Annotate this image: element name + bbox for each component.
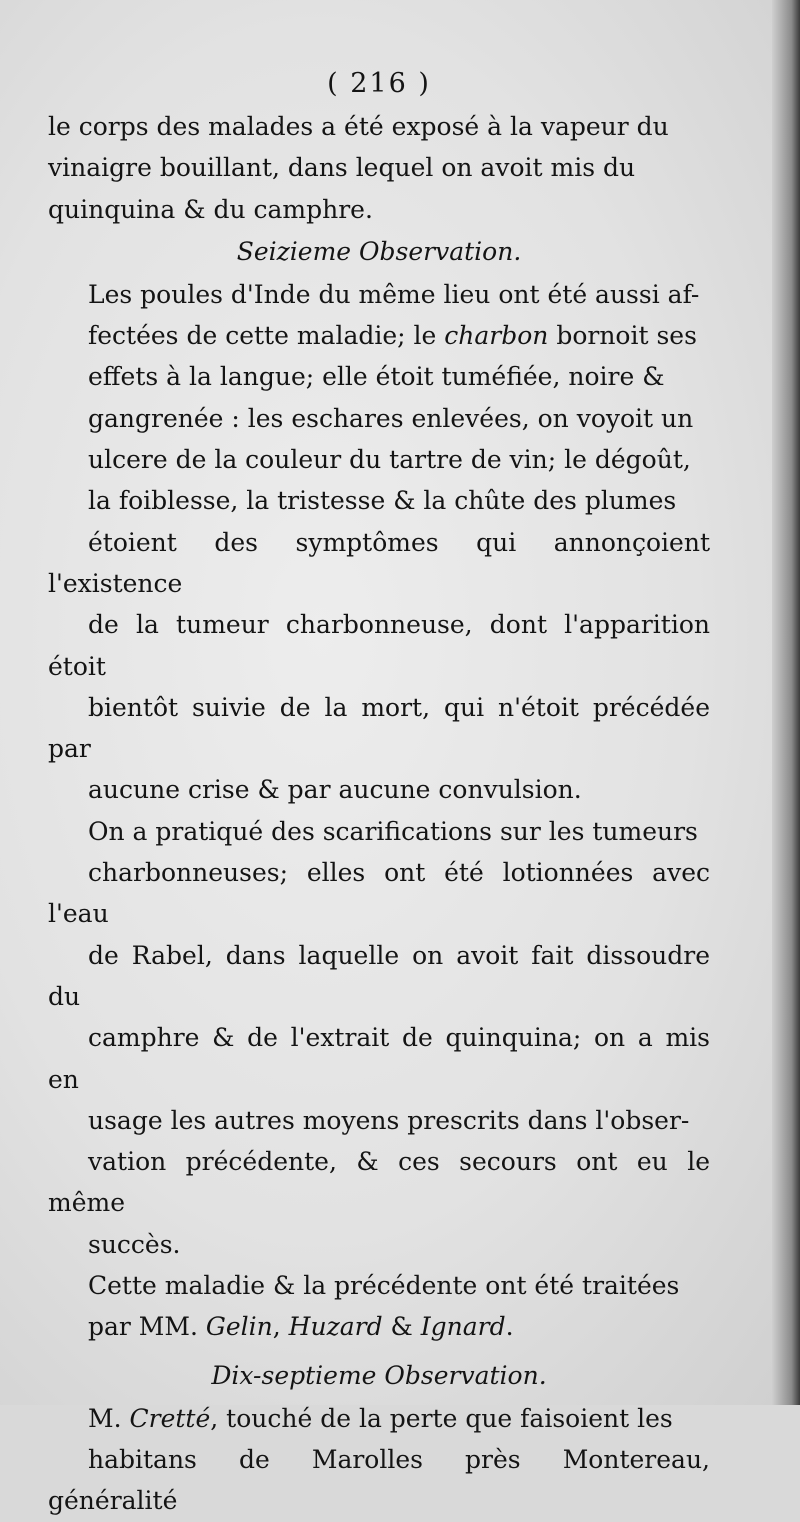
text-fragment: & [382,1312,421,1342]
text-fragment: , touché de la perte que faisoient les [210,1403,673,1433]
text-line: Cette maladie & la précédente ont été traitées [88,1271,680,1301]
text-line: le corps des malades a été exposé à la vapeur du [48,112,669,141]
text-fragment: par MM. [88,1312,206,1342]
text-line: Les poules d'Inde du même lieu ont été aussi af- [88,279,700,309]
paragraph-continued [48,106,710,230]
text-line: ulcere de la couleur du tartre de vin; le dégoût, [88,445,691,475]
text-line: effets à la langue; elle étoit tuméfiée, noire & [88,362,665,392]
text-line: succès. [88,1229,181,1259]
text-line: de Rabel, dans laquelle on avoit fait dissoudre du [48,940,710,1011]
paragraph-poules [48,274,710,811]
text-line [48,1306,710,1347]
italic-name-huzard: Huzard [288,1312,383,1342]
paragraph-scarifications [48,811,710,1265]
text-line: étoient des symptômes qui annonçoient l'existence [48,527,710,598]
text-fragment: . [505,1312,514,1342]
italic-name-ignard: Ignard [420,1312,506,1342]
italic-name-gelin: Gelin [205,1312,273,1342]
text-line [48,315,710,356]
text-line: de la tumeur charbonneuse, dont l'apparition étoit [48,610,710,681]
text-line: bientôt suivie de la mort, qui n'étoit précédée par [48,692,710,764]
section-heading-seizieme: Seizieme Observation. [236,236,522,266]
text-fragment: fectées de cette maladie; le [88,321,445,351]
text-line: gangrenée : les eschares enlevées, on voyoit un [88,403,694,433]
section-heading-dix-septieme: Dix-septieme Observation. [211,1360,547,1390]
text-line: vinaigre bouillant, dans lequel on avoit mis du [48,153,636,183]
text-line: aucune crise & par aucune convulsion. [88,775,582,805]
paragraph-traitees [48,1265,710,1348]
text-line: habitans de Marolles près Montereau, généralité [48,1444,710,1516]
text-fragment: bornoit ses [548,321,697,351]
text-line: vation précédente, & ces secours ont eu le même [48,1147,710,1218]
text-line: usage les autres moyens prescrits dans l'obser- [88,1105,690,1135]
page-text [48,62,710,1522]
text-line: quinquina & du camphre. [48,194,373,224]
text-line: On a pratiqué des scarifications sur les tumeurs [88,816,698,846]
paragraph-crette [48,1398,710,1522]
page-number: ( 216 ) [327,68,431,99]
text-line [48,1398,710,1439]
text-line: la foiblesse, la tristesse & la chûte des plumes [88,486,677,516]
text-fragment: M. [88,1403,130,1433]
italic-name-crette: Cretté [129,1403,211,1433]
page-gutter-shadow [772,0,800,1405]
text-line: charbonneuses; elles ont été lotionnées avec l'eau [48,858,710,929]
text-line: camphre & de l'extrait de quinquina; on a mis en [48,1023,710,1094]
italic-term-charbon: charbon [444,321,549,351]
text-fragment: , [272,1312,289,1342]
